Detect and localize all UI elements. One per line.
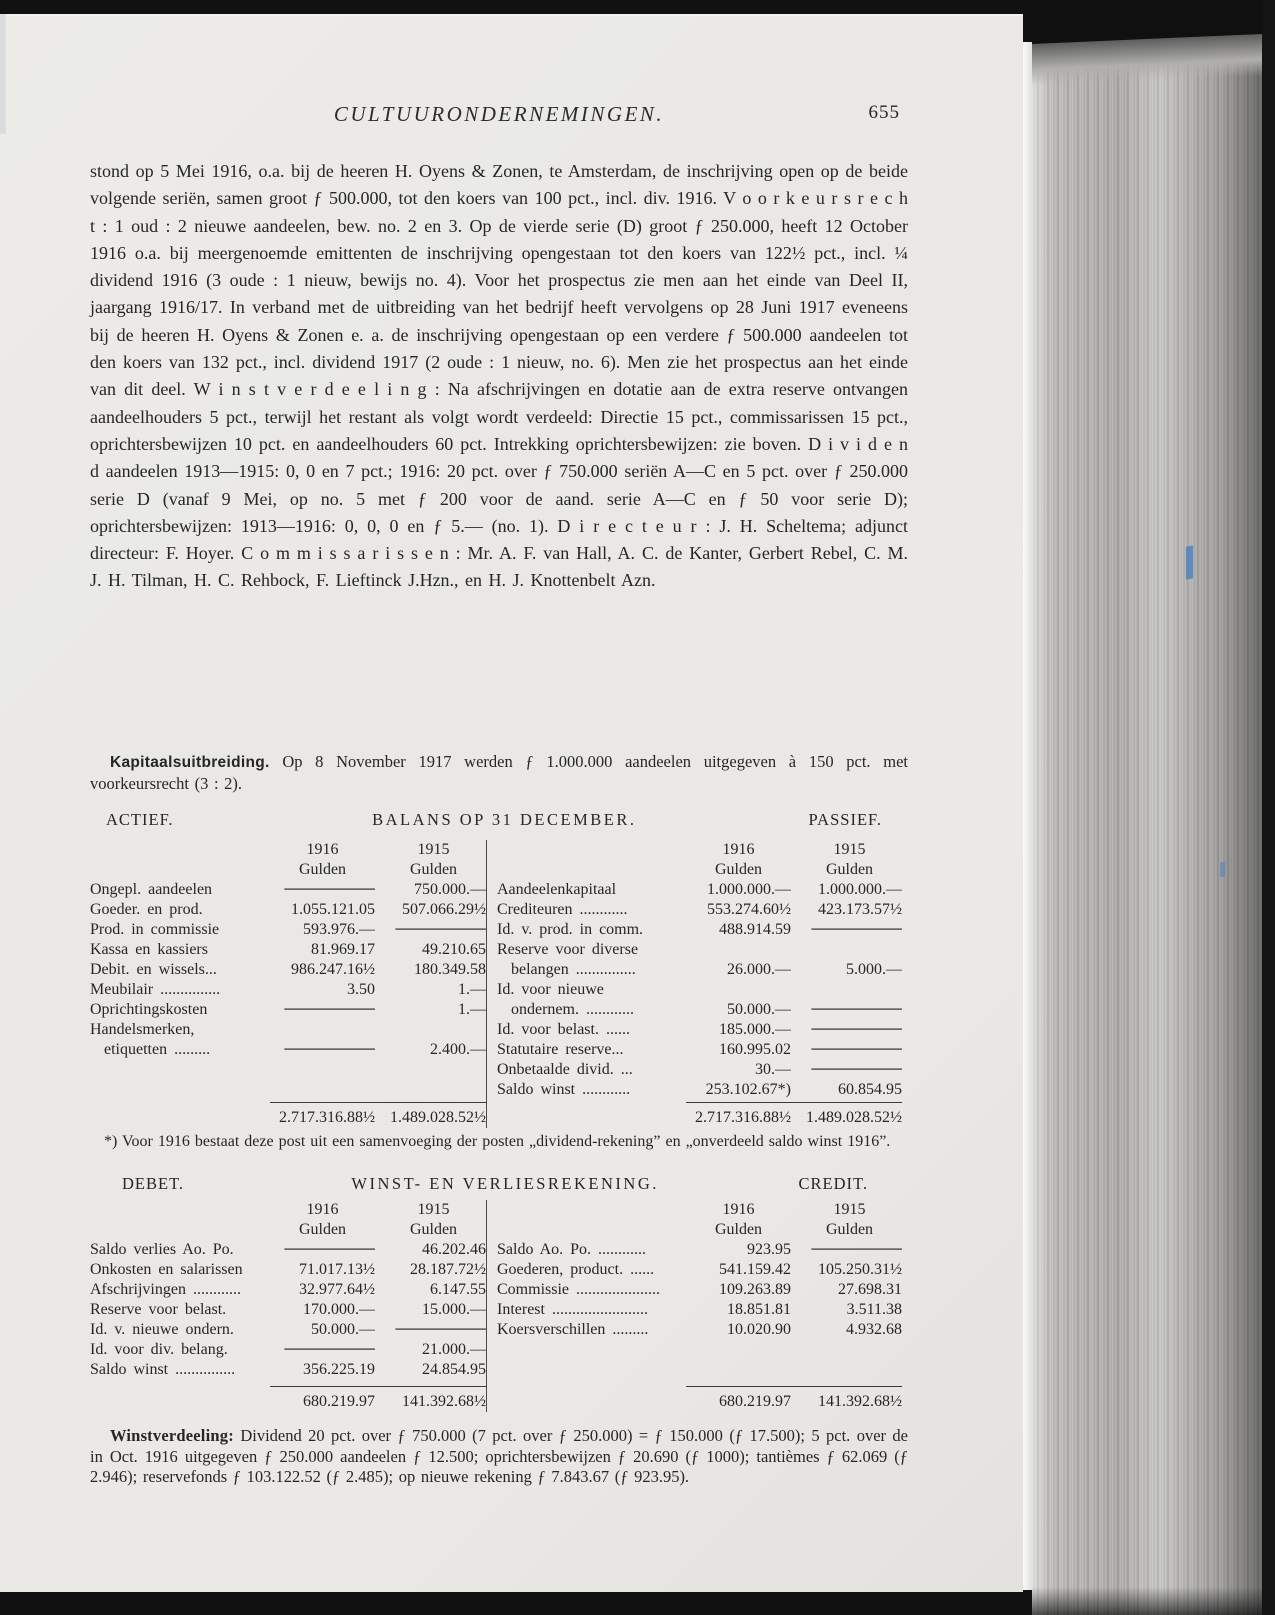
row-label: Kassa en kassiers bbox=[90, 941, 208, 958]
row-label: Onkosten en salarissen bbox=[90, 1261, 243, 1278]
year-column-1915: 1915 bbox=[417, 841, 450, 858]
row-value-1916: 1.000.000.— bbox=[707, 881, 791, 898]
total-1915: 141.392.68½ bbox=[402, 1393, 486, 1410]
row-value-1916: 356.225.19 bbox=[303, 1361, 375, 1378]
table-row bbox=[497, 880, 902, 900]
row-label: Id. voor div. belang. bbox=[90, 1341, 228, 1358]
row-value-1916: 253.102.67*) bbox=[705, 1081, 791, 1098]
heading-winst-title: WINST- EN VERLIESREKENING. bbox=[351, 1174, 659, 1193]
row-value-1915: 6.147.55 bbox=[430, 1281, 486, 1298]
row-label: Statutaire reserve... bbox=[497, 1041, 624, 1058]
row-value-1915: ──────── bbox=[811, 1061, 902, 1078]
row-value-1916: ──────── bbox=[284, 881, 375, 898]
actief-totals-row bbox=[90, 1102, 486, 1128]
row-value-1915: ──────── bbox=[811, 921, 902, 938]
book-page bbox=[0, 14, 1023, 1592]
table-row bbox=[90, 1280, 486, 1300]
row-label: Goeder. en prod. bbox=[90, 901, 203, 918]
row-value-1915: 46.202.46 bbox=[422, 1241, 486, 1258]
heading-balans-title: BALANS OP 31 DECEMBER. bbox=[372, 810, 637, 829]
year-column-1916: 1916 bbox=[306, 1201, 339, 1218]
year-column-1915: 1915 bbox=[833, 841, 866, 858]
balans-actief-table bbox=[90, 840, 486, 1128]
winstverdeeling-label: Winstverdeeling: bbox=[110, 1426, 234, 1445]
column-unit-headers bbox=[90, 860, 486, 880]
row-value-1916: 50.000.— bbox=[727, 1001, 791, 1018]
table-row bbox=[497, 980, 902, 1020]
column-unit-headers bbox=[90, 1220, 486, 1240]
row-value-1916: 488.914.59 bbox=[719, 921, 791, 938]
credit-totals-row bbox=[497, 1386, 902, 1412]
row-label-first-line: Handelsmerken, bbox=[90, 1021, 195, 1038]
column-year-headers bbox=[90, 840, 486, 860]
row-value-1915: 60.854.95 bbox=[838, 1081, 902, 1098]
body-paragraph: stond op 5 Mei 1916, o.a. bij de heeren H. Oyens & Zonen, te Amsterdam, de inschrijving open op de beide volgende seriën, samen groot ƒ 500.000, tot den koers van 100 pct., incl. div. 1916. V o o r k e u r s r e c h t : 1 oud : 2 nieuwe aandeelen, bew. no. 2 en 3. Op de vierde serie (D) groot ƒ 250.000, heeft 12 October 1916 o.a. bij meergenoemde emittenten de inschrijving opengestaan tot den koers van 122½ pct., incl. ¼ dividend 1916 (3 oude : 1 nieuw, bewijs no. 4). Voor het prospectus zie men aan het einde van Deel II, jaargang 1916/17. In verband met de uitbreiding van het bedrijf heeft vervolgens op 28 Juni 1917 eveneens bij de heeren H. Oyens & Zonen e. a. de inschrijving opengestaan op een verdere ƒ 500.000 aandeelen tot den koers van 132 pct., incl. dividend 1917 (2 oude : 1 nieuw, no. 6). Men zie het prospectus aan het einde van dit deel. W i n s t v e r d e e l i n g : Na afschrijvingen en dotatie aan de extra reserve ontvangen aandeelhouders 5 pct., terwijl het restant als volgt wordt verdeeld: Directie 15 pct., commissarissen 15 pct., oprichtersbewijzen 10 pct. en aandeelhouders 60 pct. Intrekking oprichtersbewijzen: zie boven. D i v i d e n d aandeelen 1913—1915: 0, 0 en 7 pct.; 1916: 20 pct. over ƒ 750.000 seriën A—C en 5 pct. over ƒ 250.000 serie D (vanaf 9 Mei, op no. 5 met ƒ 200 voor de aand. serie A—C en ƒ 50 voor serie D); oprichtersbewijzen: 1913—1916: 0, 0, 0 en ƒ 5.— (no. 1). D i r e c t e u r : J. H. Scheltema; adjunct directeur: F. Hoyer. C o m m i s s a r i s s e n : Mr. A. F. van Hall, A. C. de Kanter, Gerbert Rebel, C. M. J. H. Tilman, H. C. Rehbock, F. Lieftinck J.Hzn., en H. J. Knottenbelt Azn. bbox=[90, 161, 908, 591]
row-value-1916: 541.159.42 bbox=[719, 1261, 791, 1278]
row-value-1915: 21.000.— bbox=[422, 1341, 486, 1358]
table-row bbox=[497, 900, 902, 920]
row-value-1915: ──────── bbox=[811, 1241, 902, 1258]
table-row bbox=[497, 1020, 902, 1040]
table-row bbox=[90, 1020, 486, 1060]
row-label: Afschrijvingen ............ bbox=[90, 1281, 241, 1298]
total-1915: 1.489.028.52½ bbox=[390, 1109, 486, 1126]
page-header bbox=[90, 102, 908, 136]
row-label: Saldo winst ............... bbox=[90, 1361, 236, 1378]
total-1916: 2.717.316.88½ bbox=[695, 1109, 791, 1126]
heading-passief: PASSIEF. bbox=[808, 810, 882, 829]
heading-credit: CREDIT. bbox=[798, 1174, 868, 1193]
row-label: belangen ............... bbox=[497, 961, 636, 978]
table-row bbox=[90, 980, 486, 1000]
scan-left-edge bbox=[0, 14, 6, 134]
winstverdeeling-text: Dividend 20 pct. over ƒ 750.000 (7 pct. over ƒ 250.000) = ƒ 150.000 (ƒ 17.500); 5 pct. over de in Oct. 1916 uitgegeven ƒ 250.000 aandeelen ƒ 12.500; oprichtersbewijzen ƒ 20.690 (ƒ 1000); tantièmes ƒ 62.069 (ƒ 2.946); reservefonds ƒ 103.122.52 (ƒ 2.485); op nieuwe rekening ƒ 7.843.67 (ƒ 923.95). bbox=[90, 1426, 909, 1486]
row-label-first-line: Reserve voor diverse bbox=[497, 941, 639, 958]
row-value-1915: 4.932.68 bbox=[846, 1321, 902, 1338]
row-value-1915: 105.250.31½ bbox=[818, 1261, 902, 1278]
row-value-1916: 32.977.64½ bbox=[299, 1281, 375, 1298]
row-value-1916: 185.000.— bbox=[719, 1021, 791, 1038]
row-value-1915: 1.000.000.— bbox=[818, 881, 902, 898]
row-value-1915: 1.— bbox=[458, 981, 486, 998]
unit-label: Gulden bbox=[714, 861, 763, 878]
row-label: Saldo Ao. Po. ............ bbox=[497, 1241, 647, 1258]
row-label: Debit. en wissels... bbox=[90, 961, 217, 978]
row-value-1916: ──────── bbox=[284, 1341, 375, 1358]
row-value-1915: 28.187.72½ bbox=[410, 1261, 486, 1278]
table-row bbox=[497, 1060, 902, 1080]
column-year-headers bbox=[497, 840, 902, 860]
row-value-1916: 71.017.13½ bbox=[299, 1261, 375, 1278]
row-label: Koersverschillen ......... bbox=[497, 1321, 649, 1338]
row-value-1916: 10.020.90 bbox=[727, 1321, 791, 1338]
profit-loss-statement bbox=[90, 1174, 908, 1412]
table-row bbox=[497, 1040, 902, 1060]
table-row bbox=[90, 1240, 486, 1260]
row-value-1916: 1.055.121.05 bbox=[291, 901, 375, 918]
year-column-1916: 1916 bbox=[722, 1201, 755, 1218]
row-value-1915: 507.066.29½ bbox=[402, 901, 486, 918]
row-value-1916: 26.000.— bbox=[727, 961, 791, 978]
total-1916: 680.219.97 bbox=[303, 1393, 375, 1410]
table-row bbox=[90, 1320, 486, 1340]
total-1916: 2.717.316.88½ bbox=[279, 1109, 375, 1126]
table-row bbox=[90, 1260, 486, 1280]
row-value-1916: 30.— bbox=[755, 1061, 791, 1078]
passief-totals-row bbox=[497, 1102, 902, 1128]
page-title: CULTUURONDERNEMINGEN. bbox=[333, 102, 665, 126]
balance-footnote: *) Voor 1916 bestaat deze post uit een samenvoeging der posten „dividend-rekening” en „onverdeeld saldo winst 1916”. bbox=[104, 1133, 891, 1150]
row-value-1916: 81.969.17 bbox=[311, 941, 375, 958]
row-label-first-line: Id. voor nieuwe bbox=[497, 981, 604, 998]
unit-label: Gulden bbox=[409, 1221, 458, 1238]
row-value-1915: ──────── bbox=[811, 1001, 902, 1018]
row-value-1916: 923.95 bbox=[747, 1241, 791, 1258]
row-label: Commissie ..................... bbox=[497, 1281, 661, 1298]
row-value-1915: 180.349.58 bbox=[414, 961, 486, 978]
table-row bbox=[497, 940, 902, 980]
table-row bbox=[90, 960, 486, 980]
column-unit-headers bbox=[497, 860, 902, 880]
balance-sheet bbox=[90, 810, 908, 1128]
kapitaalsuitbreiding-text: Op 8 November 1917 werden ƒ 1.000.000 aandeelen uitgegeven à 150 pct. met voorkeursrecht (3 : 2). bbox=[90, 752, 908, 793]
winst-credit-table bbox=[486, 1200, 908, 1412]
row-value-1915: 2.400.— bbox=[430, 1041, 486, 1058]
row-value-1915: 15.000.— bbox=[422, 1301, 486, 1318]
balance-sheet-headings bbox=[90, 810, 908, 840]
row-value-1916: 593.976.— bbox=[303, 921, 375, 938]
winst-debet-table bbox=[90, 1200, 486, 1412]
row-value-1915: 49.210.65 bbox=[422, 941, 486, 958]
row-value-1916: 170.000.— bbox=[303, 1301, 375, 1318]
year-column-1916: 1916 bbox=[722, 841, 755, 858]
unit-label: Gulden bbox=[298, 861, 347, 878]
unit-label: Gulden bbox=[714, 1221, 763, 1238]
table-row bbox=[90, 880, 486, 900]
row-value-1915: 423.173.57½ bbox=[818, 901, 902, 918]
scan-right-shadow bbox=[1262, 0, 1275, 1615]
row-label: ondernem. ............ bbox=[497, 1001, 634, 1018]
table-row bbox=[497, 920, 902, 940]
row-label: Id. voor belast. ...... bbox=[497, 1021, 630, 1038]
unit-label: Gulden bbox=[825, 861, 874, 878]
table-row bbox=[90, 1340, 486, 1360]
year-column-1915: 1915 bbox=[417, 1201, 450, 1218]
row-label: Saldo verlies Ao. Po. bbox=[90, 1241, 234, 1258]
table-row bbox=[497, 1080, 902, 1100]
total-1915: 141.392.68½ bbox=[818, 1393, 902, 1410]
heading-debet: DEBET. bbox=[122, 1174, 185, 1193]
page-number: 655 bbox=[868, 102, 900, 123]
book-page-edges bbox=[1032, 55, 1262, 1615]
row-value-1916: 3.50 bbox=[347, 981, 375, 998]
profit-loss-headings bbox=[90, 1174, 908, 1200]
heading-actief: ACTIEF. bbox=[106, 810, 174, 829]
row-label: Saldo winst ............ bbox=[497, 1081, 631, 1098]
unit-label: Gulden bbox=[298, 1221, 347, 1238]
row-label: Aandeelenkapitaal bbox=[497, 881, 617, 898]
row-value-1916: 986.247.16½ bbox=[291, 961, 375, 978]
row-label: Id. v. nieuwe ondern. bbox=[90, 1321, 234, 1338]
row-value-1916: ──────── bbox=[284, 1041, 375, 1058]
row-value-1916: ──────── bbox=[284, 1001, 375, 1018]
unit-label: Gulden bbox=[409, 861, 458, 878]
row-value-1915: 750.000.— bbox=[414, 881, 486, 898]
row-value-1915: 1.— bbox=[458, 1001, 486, 1018]
column-unit-headers bbox=[497, 1220, 902, 1240]
row-label: Crediteuren ............ bbox=[497, 901, 628, 918]
total-1916: 680.219.97 bbox=[719, 1393, 791, 1410]
table-row bbox=[90, 920, 486, 940]
row-label: Goederen, product. ...... bbox=[497, 1261, 655, 1278]
debet-totals-row bbox=[90, 1386, 486, 1412]
row-value-1916: 553.274.60½ bbox=[707, 901, 791, 918]
page-edge-highlight bbox=[1023, 42, 1032, 1590]
row-value-1916: 18.851.81 bbox=[727, 1301, 791, 1318]
row-label: Reserve voor belast. bbox=[90, 1301, 227, 1318]
table-row bbox=[90, 1000, 486, 1020]
row-label: Ongepl. aandeelen bbox=[90, 881, 213, 898]
row-value-1916: ──────── bbox=[284, 1241, 375, 1258]
balans-passief-table bbox=[486, 840, 908, 1128]
unit-label: Gulden bbox=[825, 1221, 874, 1238]
table-row bbox=[90, 940, 486, 960]
row-value-1915: 5.000.— bbox=[846, 961, 902, 978]
table-row bbox=[90, 900, 486, 920]
row-value-1915: ──────── bbox=[395, 1321, 486, 1338]
table-row bbox=[497, 1240, 902, 1260]
table-row bbox=[90, 1300, 486, 1320]
row-value-1915: 3.511.38 bbox=[846, 1301, 902, 1318]
bookmark-ribbon-small bbox=[1220, 862, 1225, 877]
row-value-1915: ──────── bbox=[811, 1021, 902, 1038]
table-row bbox=[497, 1320, 902, 1340]
row-label: Prod. in commissie bbox=[90, 921, 220, 938]
table-row bbox=[497, 1300, 902, 1320]
table-row bbox=[497, 1280, 902, 1300]
row-value-1915: ──────── bbox=[811, 1041, 902, 1058]
winstverdeeling-paragraph bbox=[90, 1426, 908, 1488]
row-label: Onbetaalde divid. ... bbox=[497, 1061, 633, 1078]
row-value-1916: 160.995.02 bbox=[719, 1041, 791, 1058]
row-label: Id. v. prod. in comm. bbox=[497, 921, 644, 938]
row-label: Interest ........................ bbox=[497, 1301, 648, 1318]
row-label: Meubilair ............... bbox=[90, 981, 221, 998]
table-row bbox=[90, 1360, 486, 1380]
row-value-1916: 109.263.89 bbox=[719, 1281, 791, 1298]
total-1915: 1.489.028.52½ bbox=[806, 1109, 902, 1126]
row-value-1915: 24.854.95 bbox=[422, 1361, 486, 1378]
year-column-1916: 1916 bbox=[306, 841, 339, 858]
bookmark-ribbon bbox=[1186, 545, 1193, 579]
column-year-headers bbox=[90, 1200, 486, 1220]
kapitaalsuitbreiding-paragraph bbox=[90, 752, 908, 794]
row-value-1915: ──────── bbox=[395, 921, 486, 938]
year-column-1915: 1915 bbox=[833, 1201, 866, 1218]
row-label: Oprichtingskosten bbox=[90, 1001, 208, 1018]
column-year-headers bbox=[497, 1200, 902, 1220]
kapitaalsuitbreiding-label: Kapitaalsuitbreiding. bbox=[110, 754, 270, 771]
row-label: etiquetten ......... bbox=[90, 1041, 211, 1058]
table-row bbox=[497, 1260, 902, 1280]
row-value-1915: 27.698.31 bbox=[838, 1281, 902, 1298]
row-value-1916: 50.000.— bbox=[311, 1321, 375, 1338]
